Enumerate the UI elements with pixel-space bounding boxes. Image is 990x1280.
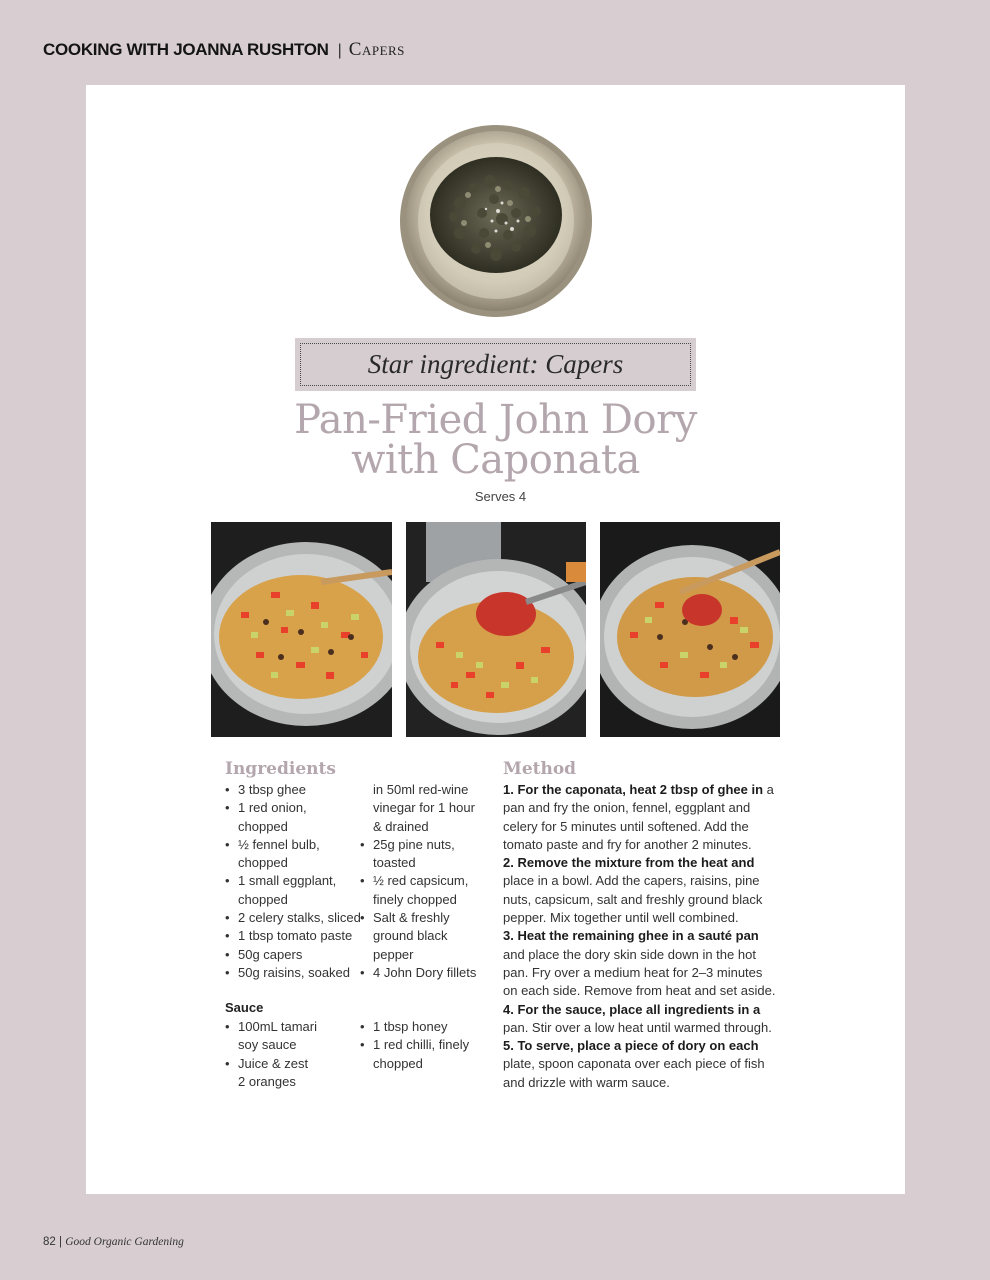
ingredient-item: chopped — [238, 891, 288, 907]
page-footer — [43, 1236, 184, 1248]
ingredient-item: • ½ fennel bulb, — [225, 836, 365, 854]
recipe-title-line1: Pan-Fried John Dory — [294, 397, 697, 443]
footer-separator: | — [59, 1236, 62, 1248]
step-photo-2 — [406, 522, 586, 737]
capers-bowl-image — [398, 123, 594, 319]
method-step-2 — [503, 854, 778, 927]
ingredient-item: • 1 red onion, — [225, 799, 365, 817]
method-steps — [503, 781, 778, 1092]
ingredient-item: toasted — [373, 855, 416, 871]
ingredients-list-col2 — [360, 781, 500, 982]
recipe-title-line2: with Caponata — [351, 437, 640, 483]
method-heading: Method — [503, 759, 577, 779]
method-step-lead: 4. For the sauce, place all ingredients in a — [503, 1001, 761, 1017]
ingredient-item: • 3 tbsp ghee — [225, 781, 365, 799]
ingredient-item: pepper — [373, 946, 414, 962]
ingredient-item: • 2 celery stalks, sliced — [225, 909, 365, 927]
ingredient-item: • 50g raisins, soaked — [225, 964, 365, 982]
ingredient-item: • 1 tbsp honey — [360, 1018, 500, 1036]
sauce-heading: Sauce — [225, 1000, 264, 1015]
ingredient-item: chopped — [373, 1055, 423, 1071]
ingredients-heading: Ingredients — [225, 759, 336, 779]
method-step-lead: 5. To serve, place a piece of dory on each — [503, 1038, 759, 1054]
ingredient-item: in 50ml red-wine — [373, 782, 469, 797]
step-photo-1 — [211, 522, 392, 737]
method-step-text: plate, spoon caponata over each piece of fish and drizzle with warm sauce. — [503, 1056, 765, 1090]
method-step-lead: 2. Remove the mixture from the heat and — [503, 855, 755, 871]
method-step-text: and place the dory skin side down in the hot pan. Fry over a medium heat for 2–3 minutes on each side. Remove from heat and set aside. — [503, 946, 776, 999]
method-step-text: place in a bowl. Add the capers, raisins, pine nuts, capsicum, salt and freshly ground black pepper. Mix together until well combined. — [503, 873, 763, 926]
ingredient-item: • 25g pine nuts, — [360, 836, 500, 854]
ingredient-item: • 1 red chilli, finely — [360, 1036, 500, 1054]
sauce-list-col1 — [225, 1018, 365, 1091]
ingredient-item: • 4 John Dory fillets — [360, 964, 500, 982]
header-brand: COOKING WITH JOANNA RUSHTON — [43, 40, 329, 59]
method-step-4 — [503, 1001, 778, 1038]
ingredient-item: • ½ red capsicum, — [360, 872, 500, 890]
magazine-name: Good Organic Gardening — [65, 1236, 184, 1248]
recipe-title — [86, 397, 905, 483]
ingredient-item: • 1 tbsp tomato paste — [225, 927, 365, 945]
sauce-list-col2 — [360, 1018, 500, 1073]
ingredient-item: 2 oranges — [238, 1073, 296, 1089]
page-header — [43, 39, 405, 61]
ingredient-item: • 1 small eggplant, — [225, 872, 365, 890]
header-separator: | — [337, 42, 342, 59]
ingredient-item: vinegar for 1 hour — [373, 800, 475, 816]
ingredient-item: chopped — [238, 818, 288, 834]
method-step-lead: 1. For the caponata, heat 2 tbsp of ghee in — [503, 782, 764, 797]
ingredient-item: soy sauce — [238, 1037, 297, 1053]
ingredient-item: • Salt & freshly — [360, 909, 500, 927]
method-step-lead: 3. Heat the remaining ghee in a sauté pan — [503, 928, 759, 944]
method-step-text: a pan and fry the onion, fennel, eggplant and celery for 5 minutes until softened. Add the tomato paste and fry for another 2 minutes. — [503, 782, 774, 852]
method-step-text: pan. Stir over a low heat until warmed through. — [503, 1019, 772, 1035]
header-section: Capers — [348, 39, 405, 60]
ingredient-item: chopped — [238, 855, 288, 871]
ingredient-item: ground black — [373, 928, 448, 944]
star-ingredient-box — [295, 338, 696, 391]
ingredient-item: • 50g capers — [225, 946, 365, 964]
method-step-5 — [503, 1037, 778, 1092]
ingredient-item: finely chopped — [373, 891, 457, 907]
method-step-3 — [503, 927, 778, 1000]
ingredients-list-col1 — [225, 781, 365, 982]
serves-label: Serves 4 — [474, 489, 527, 504]
star-ingredient-label: Star ingredient: Capers — [300, 343, 691, 386]
ingredient-item: • Juice & zest — [225, 1055, 365, 1073]
method-step-1 — [503, 781, 778, 854]
page-number: 82 — [43, 1236, 56, 1248]
ingredient-item: & drained — [373, 818, 429, 834]
step-photo-3 — [600, 522, 780, 737]
ingredient-item: • 100mL tamari — [225, 1018, 365, 1036]
recipe-card — [86, 85, 905, 1194]
